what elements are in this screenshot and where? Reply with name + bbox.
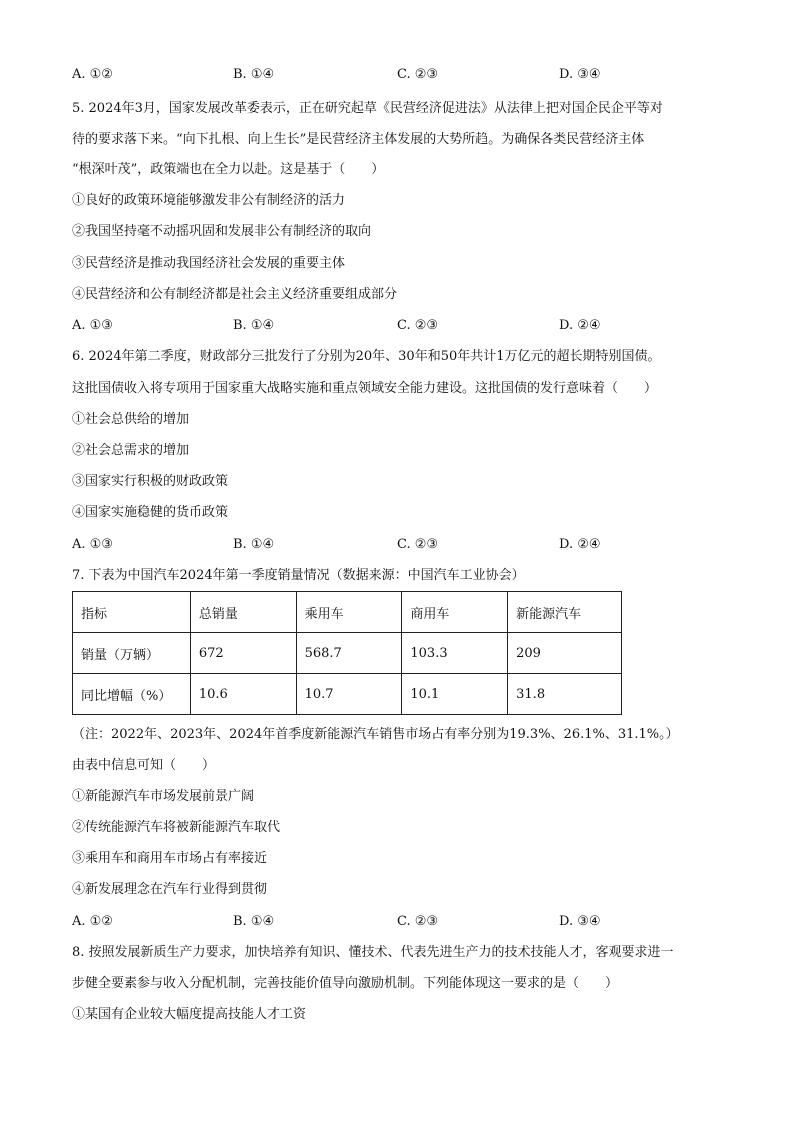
q6-option-a: A. ①③ bbox=[72, 537, 113, 552]
q7-statement-2: ②传统能源汽车将被新能源汽车取代 bbox=[72, 820, 281, 835]
q4-option-d: D. ③④ bbox=[559, 67, 601, 82]
table-header-cell: 新能源汽车 bbox=[508, 592, 622, 633]
q6-statement-3: ③国家实行积极的财政政策 bbox=[72, 474, 229, 489]
q6-options bbox=[72, 536, 732, 554]
q7-option-c: C. ②③ bbox=[397, 914, 439, 929]
table-header-cell: 总销量 bbox=[190, 592, 296, 633]
table-cell: 10.1 bbox=[402, 674, 508, 715]
sales-table bbox=[72, 591, 622, 715]
q5-statement-3: ③民营经济是推动我国经济社会发展的重要主体 bbox=[72, 256, 346, 271]
table-header-cell: 乘用车 bbox=[296, 592, 402, 633]
q8-stem-line-1: 8. 按照发展新质生产力要求，加快培养有知识、懂技术、代表先进生产力的技术技能人才，客观要求进一 bbox=[72, 945, 674, 960]
table-cell: 568.7 bbox=[296, 633, 402, 674]
q7-statement-3: ③乘用车和商用车市场占有率接近 bbox=[72, 851, 268, 866]
q4-option-b: B. ①④ bbox=[233, 67, 275, 82]
table-header-cell: 商用车 bbox=[402, 592, 508, 633]
table-cell: 销量（万辆） bbox=[73, 633, 191, 674]
q7-statement-4: ④新发展理念在汽车行业得到贯彻 bbox=[72, 882, 268, 897]
q7-note: （注：2022年、2023年、2024年首季度新能源汽车销售市场占有率分别为19.3%、26.1%、31.1%。） bbox=[72, 727, 679, 742]
q5-stem-line-2: 待的要求落下来。“向下扎根、向上生长”是民营经济主体发展的大势所趋。为确保各类民营经济主体 bbox=[72, 132, 645, 147]
q5-option-c: C. ②③ bbox=[397, 318, 439, 333]
table-cell: 同比增幅（%） bbox=[73, 674, 191, 715]
q5-stem-line-3: “根深叶茂”，政策端也在全力以赴。这是基于（ ） bbox=[72, 162, 385, 177]
q5-option-b: B. ①④ bbox=[233, 318, 275, 333]
table-row bbox=[73, 633, 622, 674]
q5-statement-1: ①良好的政策环境能够激发非公有制经济的活力 bbox=[72, 193, 346, 208]
table-cell: 103.3 bbox=[402, 633, 508, 674]
table-cell: 10.7 bbox=[296, 674, 402, 715]
q4-option-a: A. ①② bbox=[72, 67, 113, 82]
table-cell: 209 bbox=[508, 633, 622, 674]
q5-statement-4: ④民营经济和公有制经济都是社会主义经济重要组成部分 bbox=[72, 287, 398, 302]
q4-option-c: C. ②③ bbox=[397, 67, 439, 82]
table-cell: 10.6 bbox=[190, 674, 296, 715]
q6-option-d: D. ②④ bbox=[559, 537, 601, 552]
q6-statement-2: ②社会总需求的增加 bbox=[72, 443, 190, 458]
q6-option-c: C. ②③ bbox=[397, 537, 439, 552]
q8-stem-line-2: 步健全要素参与收入分配机制，完善技能价值导向激励机制。下列能体现这一要求的是（ ） bbox=[72, 976, 619, 991]
q7-statement-1: ①新能源汽车市场发展前景广阔 bbox=[72, 789, 255, 804]
q7-options bbox=[72, 913, 732, 931]
q6-stem-line-1: 6. 2024年第二季度，财政部分三批发行了分别为20年、30年和50年共计1万亿元的超长期特别国债。 bbox=[72, 349, 661, 364]
table-cell: 672 bbox=[190, 633, 296, 674]
q6-statement-4: ④国家实施稳健的货币政策 bbox=[72, 505, 229, 520]
q4-options bbox=[72, 66, 732, 84]
q6-option-b: B. ①④ bbox=[233, 537, 275, 552]
table-row bbox=[73, 674, 622, 715]
table-header-row bbox=[73, 592, 622, 633]
q7-stem: 7. 下表为中国汽车2024年第一季度销量情况（数据来源：中国汽车工业协会） bbox=[72, 568, 525, 583]
q7-option-a: A. ①② bbox=[72, 914, 113, 929]
table-cell: 31.8 bbox=[508, 674, 622, 715]
q5-options bbox=[72, 317, 732, 335]
q8-statement-1: ①某国有企业较大幅度提高技能人才工资 bbox=[72, 1007, 307, 1022]
q6-stem-line-2: 这批国债收入将专项用于国家重大战略实施和重点领域安全能力建设。这批国债的发行意味着（ ） bbox=[72, 381, 658, 396]
q6-statement-1: ①社会总供给的增加 bbox=[72, 412, 190, 427]
q7-lead: 由表中信息可知（ ） bbox=[72, 758, 216, 773]
q5-option-a: A. ①③ bbox=[72, 318, 113, 333]
q5-stem-line-1: 5. 2024年3月，国家发展改革委表示，正在研究起草《民营经济促进法》从法律上把对国企民企平等对 bbox=[72, 101, 663, 116]
q7-option-b: B. ①④ bbox=[233, 914, 275, 929]
q5-statement-2: ②我国坚持毫不动摇巩固和发展非公有制经济的取向 bbox=[72, 224, 372, 239]
q7-option-d: D. ③④ bbox=[559, 914, 601, 929]
q5-option-d: D. ②④ bbox=[559, 318, 601, 333]
table-header-cell: 指标 bbox=[73, 592, 191, 633]
